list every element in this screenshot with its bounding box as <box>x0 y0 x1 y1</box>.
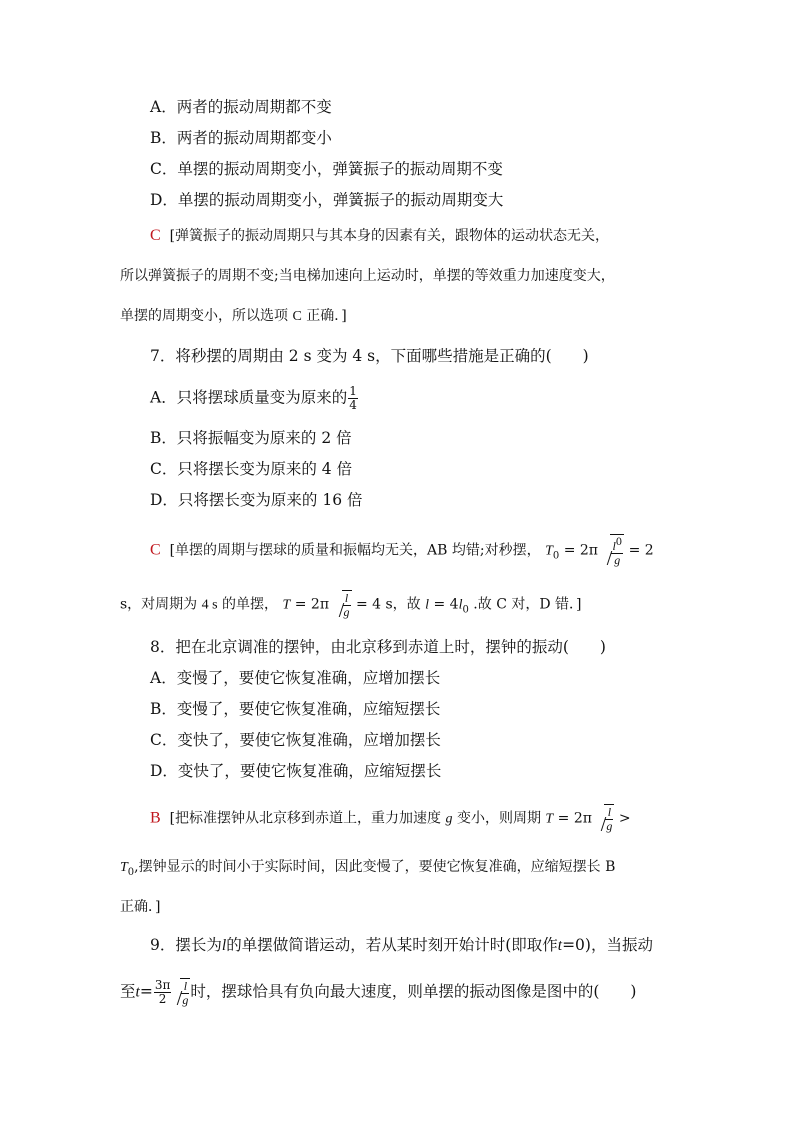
q7-sqrt-2: $\frac{l}{g}$ <box>334 590 352 619</box>
q6-option-a: A．两者的振动周期都不变 <box>150 98 332 116</box>
q7-equation-3: = 4 <box>433 596 459 613</box>
q6-solution-end: 正确．] <box>306 308 347 324</box>
q7-period-symbol-2: T <box>282 597 291 613</box>
q6-solution-line-3 <box>120 306 347 327</box>
q7-answer: C <box>150 541 161 559</box>
q9-sqrt: $\frac{l}{g}$ <box>172 978 190 1007</box>
q8-solution-line-1 <box>150 804 631 833</box>
q9-stem-line-1 <box>150 935 653 956</box>
q7-solution-line-2: s，对周期为 4 s 的单摆， T = 2π $\frac{l}{g}$ = 4 s，故 $l = 4l_0$ .故 C 对，D 错．] <box>120 591 582 619</box>
q7-period-value: 4 s <box>201 597 218 613</box>
q8-option-a: A．变慢了，要使它恢复准确，应增加摆长 <box>150 669 441 687</box>
q9-length-symbol: l <box>221 937 227 954</box>
q6-solution-text-1: [弹簧振子的振动周期只与其本身的因素有关，跟物体的运动状态无关， <box>169 228 610 244</box>
q7-option-a-text: A．只将摆球质量变为原来的 <box>150 388 348 407</box>
q9-stem-text-1: 9．摆长为 <box>150 936 222 954</box>
q8-solution-line-3: 正确．] <box>120 899 161 915</box>
q6-solution-option: C <box>292 309 302 324</box>
q8-solution-line-2: $T_0$,摆钟显示的时间小于实际时间，因此变慢了，要使它恢复准确，应缩短摆长 B <box>120 859 616 878</box>
q9-stem-text-2c: 时，摆球恰具有负向最大速度，则单摆的振动图像是图中的( ) <box>190 982 637 1001</box>
q9-stem-line-2 <box>120 978 636 1007</box>
q7-option-c: C．只将摆长变为原来的 4 倍 <box>150 460 353 478</box>
q7-equation-2: = 2π <box>294 596 330 613</box>
q9-equals: = <box>139 982 153 1001</box>
q9-time-symbol-2: t <box>135 983 140 1001</box>
q7-equation-1-end: = 2 <box>628 542 654 559</box>
q7-option-a <box>150 385 359 412</box>
q7-equation-1: = 2π <box>563 542 598 559</box>
q7-solution-text-2c: 的单摆， <box>222 596 279 613</box>
q8-greater-than: > <box>618 810 631 827</box>
q8-gravity-symbol: g <box>445 811 453 827</box>
q8-sqrt: $\frac{l}{g}$ <box>596 804 614 833</box>
q8-option-c: C．变快了，要使它恢复准确，应增加摆长 <box>150 731 441 749</box>
q8-stem: 8．把在北京调准的摆钟，由北京移到赤道上时，摆钟的振动( ) <box>150 638 606 656</box>
q7-solution-text-2a: s，对周期为 <box>120 596 198 613</box>
q6-option-d: D．单摆的振动周期变小，弹簧振子的振动周期变大 <box>150 191 504 209</box>
q9-fraction: $\frac{3\pi}{2}$ <box>154 978 171 1006</box>
q6-solution-line-1 <box>150 226 609 246</box>
q7-solution-text-1: [单摆的周期与摆球的质量和振幅均无关，AB 均错;对秒摆， <box>169 542 541 559</box>
q7-equation-2-end: = 4 s，故 <box>355 596 421 613</box>
q8-option-d: D．变快了，要使它恢复准确，应缩短摆长 <box>150 762 442 780</box>
q6-answer: C <box>150 227 161 244</box>
q8-period-symbol: T <box>545 811 554 827</box>
q6-solution-line-2: 所以弹簧振子的周期不变;当电梯加速向上运动时，单摆的等效重力加速度变大， <box>120 268 615 284</box>
q7-solution-end: .故 C 对，D 错．] <box>473 596 582 613</box>
q7-length-symbol: l <box>425 597 430 613</box>
q7-stem: 7．将秒摆的周期由 2 s 变为 4 s，下面哪些措施是正确的( ) <box>150 347 589 365</box>
q9-stem-text-2a: 至 <box>120 982 136 1001</box>
q7-option-a-fraction: $\frac{1}{4}$ <box>349 384 357 412</box>
q8-equation: = 2π <box>557 810 592 827</box>
q7-period-symbol: T <box>545 543 553 559</box>
q6-option-b: B．两者的振动周期都变小 <box>150 129 332 147</box>
q7-option-d: D．只将摆长变为原来的 16 倍 <box>150 491 363 509</box>
q7-option-b: B．只将振幅变为原来的 2 倍 <box>150 429 352 447</box>
q9-stem-text-1c: =0)，当振动 <box>562 936 653 954</box>
q8-answer: B <box>150 809 161 827</box>
q8-solution-text-2: ,摆钟显示的时间小于实际时间，因此变慢了，要使它恢复准确，应缩短摆长 B <box>134 859 616 875</box>
q9-stem-text-1b: 的单摆做简谐运动，若从某时刻开始计时(即取作 <box>226 936 558 954</box>
q8-option-b: B．变慢了，要使它恢复准确，应缩短摆长 <box>150 700 441 718</box>
q9-time-symbol: t <box>557 937 563 954</box>
q6-solution-text-3: 单摆的周期变小，所以选项 <box>120 308 288 324</box>
q7-sqrt-1: $\frac{l^0}{g}$ <box>602 534 624 567</box>
q8-solution-text-1: [把标准摆钟从北京移到赤道上，重力加速度 <box>169 810 442 827</box>
q6-option-c: C．单摆的振动周期变小，弹簧振子的振动周期不变 <box>150 160 503 178</box>
q7-solution-line-1: C [单摆的周期与摆球的质量和振幅均无关，AB 均错;对秒摆， $T_0 = 2\pi$ $\frac{l^0}{g}$ = 2 <box>150 534 654 567</box>
q8-solution-text-1b: 变小，则周期 <box>456 810 541 827</box>
